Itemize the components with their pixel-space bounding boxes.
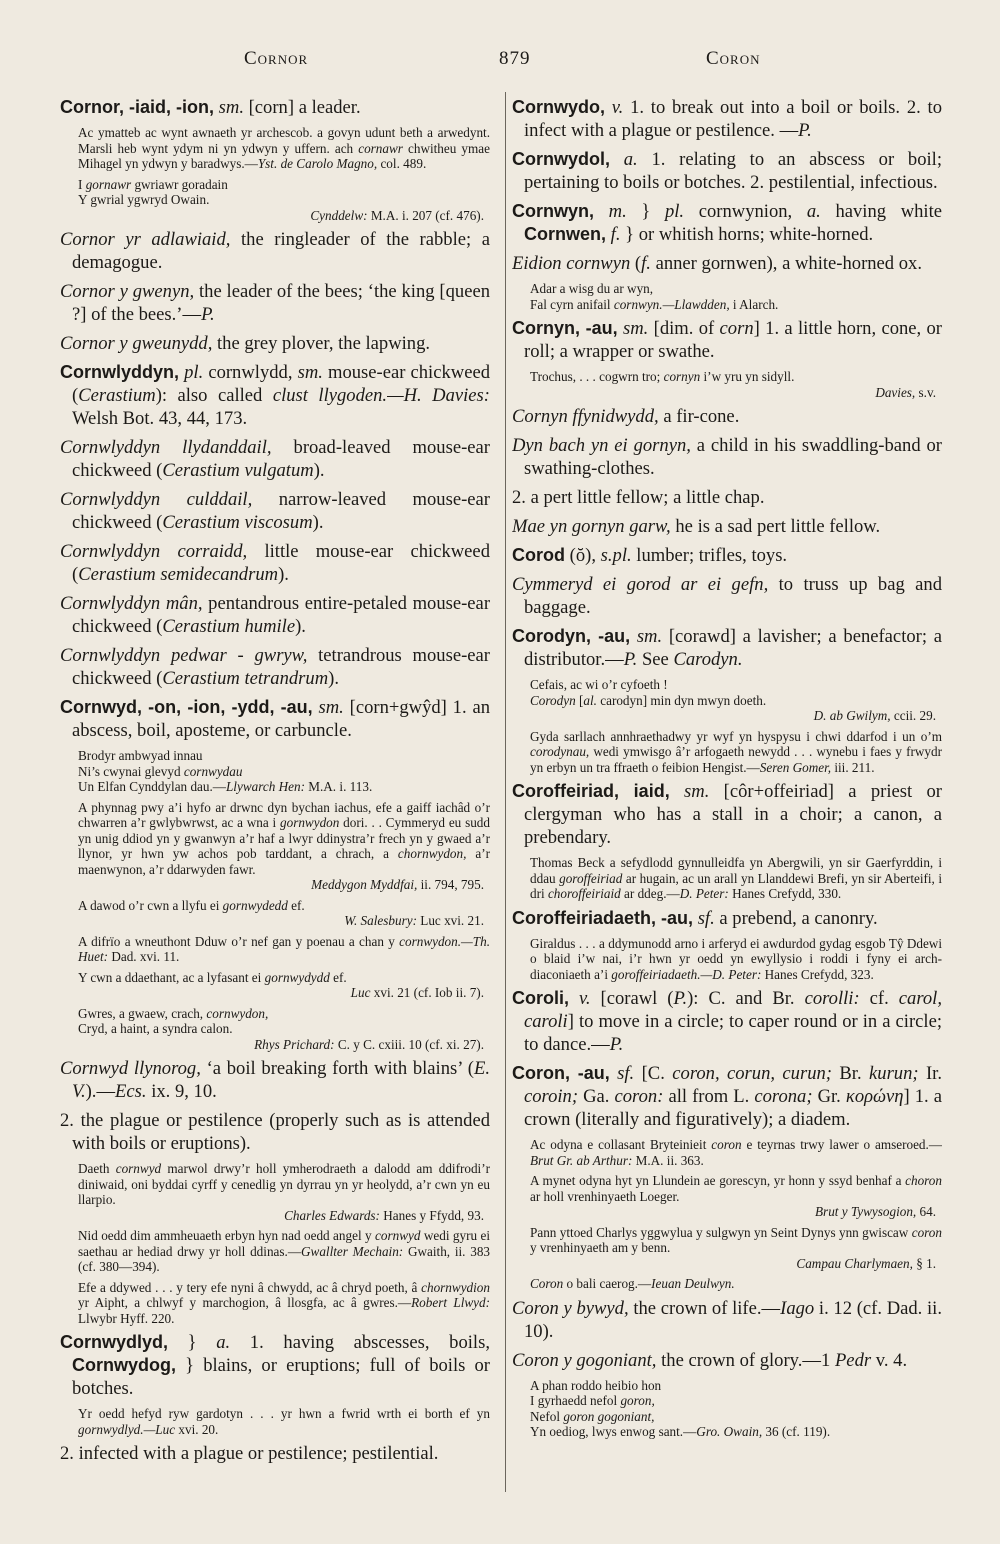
- quotation: Brodyr ambwyad innau Ni’s cwynai glevyd cornwydau Un Elfan Cynddylan dau.—Llywarch Hen: M.A. i. 113.: [78, 748, 373, 794]
- quotation: A mynet odyna hyt yn Llundein ae gorescyn, yr honn y ssyd benhaf a choron ar holl vrenhinyaeth Loeger. Brut y Tywysogion, 64.: [530, 1173, 942, 1219]
- dictionary-entry: Corod (ŏ), s.pl. lumber; trifles, toys.: [512, 545, 788, 566]
- quotation-source: Rhys Prichard: C. y C. cxiii. 10 (cf. xi. 27).: [254, 1036, 484, 1052]
- dictionary-entry: Cornor y gwenyn, the leader of the bees; ‘the king [queen ?] of the bees.’—P.: [60, 281, 490, 325]
- quotation: Yr oedd hefyd ryw gardotyn . . . yr hwn a fwrid wrth ei borth ef yn gornwydlyd.—Luc xvi. 20.: [78, 1406, 490, 1437]
- dictionary-entry: Cornwyn, m. } pl. cornwynion, a. having white Cornwen, f. } or whitish horns; white-horned.: [512, 201, 942, 245]
- dictionary-entry: Coroli, v. [corawl (P.): C. and Br. corolli: cf. carol, caroli] to move in a circle; to caper round or in a circle; to dance.—P.: [512, 988, 942, 1055]
- quotation: Efe a ddywed . . . y tery efe nyni â chwydd, ac â chryd poeth, â chornwydion yr Aipht, a chlwyf y marchogion, â llosgfa, ac â gwres.—Robert Llwyd: Llwybr Hyff. 220.: [78, 1279, 490, 1326]
- quotation: Ac ymatteb ac wynt awnaeth yr archescob. a govyn udunt beth a arwedynt. Marsli heb wynt ydym ni yn ydwyn y uffern. ach cornawr chwitheu ymae Mihagel yn ydwyn y baradwys.—Yst. de Carolo Magno, col. 489.: [78, 125, 490, 171]
- quotation: Gwres, a gwaew, crach, cornwydon, Cryd, a haint, a syndra calon. Rhys Prichard: C. y C. cxiii. 10 (cf. xi. 27).: [60, 1006, 490, 1053]
- dictionary-entry: Coron, -au, sf. [C. coron, corun, curun; Br. kurun; Ir. coroin; Ga. coron: all from L. corona; Gr. κορώνη] 1. a crown (literally and figuratively); a diadem.: [512, 1063, 942, 1130]
- dictionary-entry: Cornyn ffynidwydd, a fir-cone.: [512, 406, 740, 427]
- quotation: Ac odyna e collasant Bryteinieit coron e teyrnas trwy lawer o amseroed.—Brut Gr. ab Arthur: M.A. ii. 363.: [530, 1137, 942, 1168]
- quotation: A phan roddo heibio hon I gyrhaedd nefol goron, Nefol goron gogoniant, Yn oediog, lwys enwog sant.—Gro. Owain, 36 (cf. 119).: [530, 1377, 831, 1439]
- dictionary-entry: Cornwyd, -on, -ion, -ydd, -au, sm. [corn+gwŷd] 1. an abscess, boil, aposteme, or carbuncle.: [60, 697, 490, 741]
- right-column: [512, 96, 942, 1496]
- dictionary-entry: Cymmeryd ei gorod ar ei gefn, to truss up bag and baggage.: [512, 574, 942, 618]
- quotation: Trochus, . . . cogwrn tro; cornyn i’w yru yn sidyll. Davies, s.v.: [512, 369, 942, 400]
- dictionary-entry: Cornwyd llynorog, ‘a boil breaking forth with blains’ (E. V.).—Ecs. ix. 9, 10.: [60, 1058, 490, 1102]
- dictionary-entry: 2. the plague or pestilence (properly such as is attended with boils or eruptions).: [60, 1110, 490, 1154]
- dictionary-entry: Coroffeiriad, iaid, sm. [côr+offeiriad] a priest or clergyman who has a stall in a choir; a canon, a prebendary.: [512, 781, 942, 848]
- dictionary-entry: Coron y gogoniant, the crown of glory.—1 Pedr v. 4.: [512, 1349, 908, 1371]
- dictionary-entry: Cornor yr adlawiaid, the ringleader of the rabble; a demagogue.: [60, 229, 490, 273]
- quotation: Thomas Beck a sefydlodd gynnulleidfa yn Abergwili, yn sir Gaerfyrddin, i ddau goroffeiriad ar hugain, ac un arall yn Llanddewi Brefi, yn sir Aberteifi, i dri choroffeiriaid ar ddeg.—D. Peter: Hanes Crefydd, 330.: [530, 855, 942, 901]
- quotation: Cefais, ac wi o’r cyfoeth ! Corodyn [al. carodyn] min dyn mwyn doeth. D. ab Gwilym, ccii. 29.: [512, 677, 942, 724]
- dictionary-entry: Dyn bach yn ei gornyn, a child in his swaddling-band or swathing-clothes.: [512, 435, 942, 479]
- quotation-source: D. ab Gwilym, ccii. 29.: [813, 708, 936, 723]
- page-header: [62, 48, 942, 76]
- dictionary-entry: Cornwlyddyn corraidd, little mouse-ear chickweed (Cerastium semidecandrum).: [60, 541, 490, 585]
- quotation: Adar a wisg du ar wyn, Fal cyrn anifail cornwyn.—Llawdden, i Alarch.: [530, 281, 779, 312]
- quotation: Nid oedd dim ammheuaeth erbyn hyn nad oedd angel y cornwyd wedi gyru ei saethau ar hediad drwy yr holl ddinas.—Gwallter Mechain: Gwaith, ii. 383 (cf. 380—394).: [78, 1228, 490, 1274]
- dictionary-entry: Cornwlyddyn culddail, narrow-leaved mouse-ear chickweed (Cerastium viscosum).: [60, 489, 490, 533]
- quotation: Daeth cornwyd marwol drwy’r holl ymherodraeth a dalodd am ddifrodi’r diniwaid, oni byddai cyrff y cenedlig yn dyrrau yn yr heolydd, a’r cwn yn eu llarpio. Charles Edwards: Hanes y Ffydd, 93.: [78, 1161, 490, 1223]
- dictionary-entry: Cornwydo, v. 1. to break out into a boil or boils. 2. to infect with a plague or pestilence. —P.: [512, 97, 942, 141]
- quotation-source: W. Salesbury: Luc xvi. 21.: [344, 913, 484, 928]
- page-number: 879: [499, 48, 531, 69]
- dictionary-entry: Cornwydol, a. 1. relating to an abscess or boil; pertaining to boils or botches. 2. pestilential, infectious.: [512, 149, 942, 193]
- quotation: A phynnag pwy a’i hyfo ar drwnc dyn bychan iachus, efe a gaiff iachâd o’r chwarren a’r gwlybwrwst, ac a wna i gornwydon dori. . . Cymmeryd eu sudd yn unig ddiod yn y gwanwyn a’r haf a lwyr ddinystra’r frech yn y gwaed a’r llynor, yr hwn yw achos pob tarddant, a chrach, a chornwydon, a’r maenwynon, a’r ddarwyden fawr. Meddygon Myddfai, ii. 794, 795.: [78, 799, 490, 892]
- dictionary-entry: Coroffeiriadaeth, -au, sf. a prebend, a canonry.: [512, 907, 878, 929]
- quotation-source: Davies, s.v.: [875, 384, 936, 400]
- dictionary-entry: Mae yn gornyn garw, he is a sad pert little fellow.: [512, 516, 881, 537]
- column-divider: [505, 92, 506, 1492]
- dictionary-entry: Cornwlyddyn pedwar - gwryw, tetrandrous mouse-ear chickweed (Cerastium tetrandrum).: [60, 645, 490, 689]
- quotation-source: Charles Edwards: Hanes y Ffydd, 93.: [284, 1207, 484, 1223]
- quotation: Y cwn a ddaethant, ac a lyfasant ei gornwydydd ef. Luc xvi. 21 (cf. Iob ii. 7).: [60, 970, 490, 1001]
- quotation-source: Luc xvi. 21 (cf. Iob ii. 7).: [350, 985, 484, 1000]
- quotation: I gornawr gwriawr goradain Y gwrial ygwryd Owain. Cynddelw: M.A. i. 207 (cf. 476).: [60, 177, 490, 224]
- quotation: Coron o bali caerog.—Ieuan Deulwyn.: [530, 1276, 735, 1291]
- dictionary-entry: Cornwlyddyn llydanddail, broad-leaved mouse-ear chickweed (Cerastium vulgatum).: [60, 437, 490, 481]
- dictionary-entry: Cornor y gweunydd, the grey plover, the lapwing.: [60, 333, 431, 354]
- dictionary-entry: Corodyn, -au, sm. [corawd] a lavisher; a benefactor; a distributor.—P. See Carodyn.: [512, 626, 942, 670]
- dictionary-entry: Cornwlyddyn mân, pentandrous entire-petaled mouse-ear chickweed (Cerastium humile).: [60, 593, 490, 637]
- quotation: Gyda sarllach annhraethadwy yr wyf yn hyspysu i chwi ddarfod i un o’m corodynau, wedi ymwisgo â’r arfogaeth newydd . . . wynebu i faes y frwydr yn erbyn un tra ffraeth o feibion Hengist.—Seren Gomer, iii. 211.: [530, 728, 942, 775]
- quotation: A dawod o’r cwn a llyfu ei gornwydedd ef. W. Salesbury: Luc xvi. 21.: [60, 898, 490, 929]
- dictionary-entry: Cornwydlyd, } a. 1. having abscesses, boils, Cornwydog, } blains, or eruptions; full of boils or botches.: [60, 1332, 490, 1399]
- dictionary-entry: Cornyn, -au, sm. [dim. of corn] 1. a little horn, cone, or roll; a wrapper or swathe.: [512, 318, 942, 362]
- dictionary-entry: Cornor, -iaid, -ion, sm. [corn] a leader.: [60, 97, 361, 118]
- left-column: [60, 96, 490, 1496]
- dictionary-entry: Eidion cornwyn (f. anner gornwen), a white-horned ox.: [512, 253, 922, 274]
- running-head-right: Coron: [706, 48, 761, 69]
- dictionary-entry: 2. a pert little fellow; a little chap.: [512, 487, 765, 508]
- quotation: A difrïo a wneuthont Dduw o’r nef gan y poenau a chan y cornwydon.—Th. Huet: Dad. xvi. 11.: [78, 933, 490, 964]
- quotation-source: Cynddelw: M.A. i. 207 (cf. 476).: [310, 207, 484, 223]
- quotation-source: Brut y Tywysogion, 64.: [815, 1204, 936, 1219]
- quotation: Pann yttoed Charlys yggwylua y sulgwyn yn Seint Dynys ynn gwiscaw coron y vrenhinyaeth am y benn. Campau Charlymaen, § 1.: [530, 1224, 942, 1271]
- dictionary-entry: Coron y bywyd, the crown of life.—Iago i. 12 (cf. Dad. ii. 10).: [512, 1297, 942, 1342]
- dictionary-entry: 2. infected with a plague or pestilence; pestilential.: [60, 1443, 439, 1464]
- dictionary-entry: Cornwlyddyn, pl. cornwlydd, sm. mouse-ear chickweed (Cerastium): also called clust llygoden.—H. Davies: Welsh Bot. 43, 44, 173.: [60, 362, 490, 429]
- running-head-left: Cornor: [244, 48, 309, 69]
- quotation-source: Meddygon Myddfai, ii. 794, 795.: [311, 877, 484, 892]
- quotation-source: Campau Charlymaen, § 1.: [796, 1255, 936, 1271]
- quotation: Giraldus . . . a ddymunodd arno i arferyd ei awdurdod gydag esgob Tŷ Ddewi o blaid i’w nai, i’r hwn yr oedd yn ewyllysio i roddi i fyny ei arch-diaconiaeth a’i goroffeiriadaeth.—D. Peter: Hanes Crefydd, 323.: [530, 935, 942, 982]
